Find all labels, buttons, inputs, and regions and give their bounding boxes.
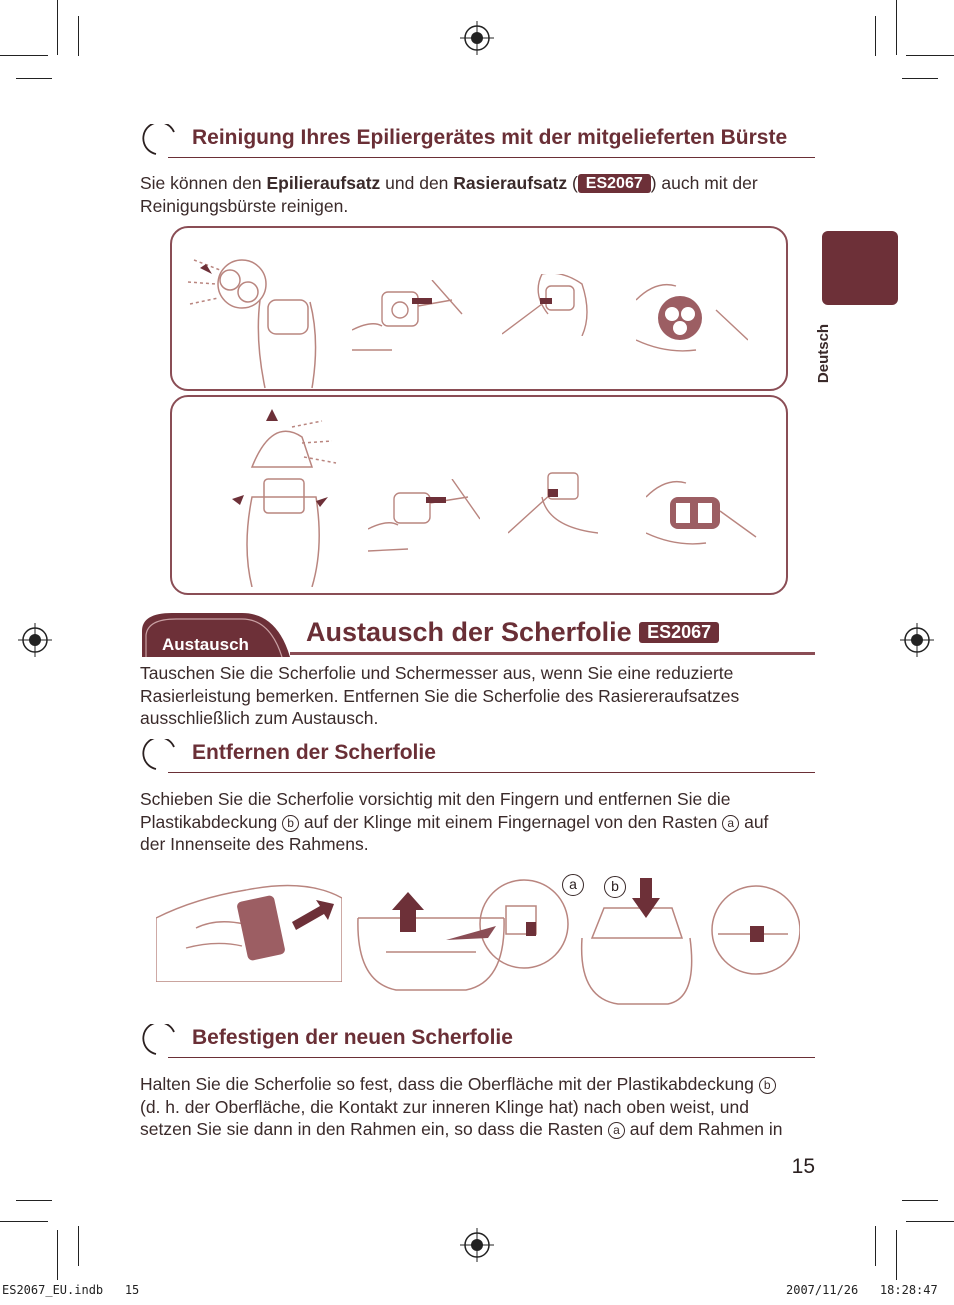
registration-mark-icon [18, 623, 52, 657]
crop-mark [906, 1221, 954, 1222]
illustration-panel-epilator [170, 226, 788, 391]
page-title: Austausch der Scherfolie ES2067 [306, 617, 719, 648]
crop-mark [875, 16, 876, 56]
section-tab-label: Austausch [162, 635, 249, 654]
crop-mark [875, 1226, 876, 1266]
model-badge: ES2067 [639, 622, 719, 643]
brush-cleaning-step-1-illustration [352, 280, 466, 360]
crop-mark [57, 0, 58, 55]
crop-mark [0, 55, 48, 56]
illustration-panel-shaver [170, 395, 788, 595]
callout-label-a: a [562, 874, 584, 896]
crop-mark [78, 1226, 79, 1266]
crop-mark [902, 1200, 938, 1201]
section-rule [168, 1057, 815, 1059]
section-title: Reinigung Ihres Epiliergerätes mit der mitgelieferten Bürste [192, 126, 788, 149]
crop-mark [78, 16, 79, 56]
footer-timestamp: 2007/11/26 18:28:47 [786, 1283, 938, 1297]
shaver-brush-step-1-illustration [368, 479, 480, 559]
section-rule [168, 157, 815, 159]
crop-mark [57, 1230, 58, 1280]
section-title: Entfernen der Scherfolie [192, 741, 436, 764]
section-heading-attach [138, 1018, 815, 1058]
section-hook-icon [140, 124, 178, 156]
crop-mark [906, 55, 954, 56]
section-hook-icon [140, 1024, 178, 1056]
page-number: 15 [791, 1155, 815, 1178]
crop-mark [16, 1200, 52, 1201]
foil-push-illustration [156, 878, 342, 982]
shaver-brush-step-3-illustration [646, 477, 758, 547]
registration-mark-icon [460, 1228, 494, 1262]
callout-label-b: b [604, 876, 626, 898]
crop-mark [16, 78, 52, 79]
label-b-mark: b [282, 815, 299, 832]
section-heading-remove [138, 733, 815, 773]
cleaning-intro: Sie können den Epilieraufsatz und den Rasieraufsatz ( ES2067 ) auch mit der Reinigungsbürste reinigen. [140, 173, 758, 216]
shaver-head-illustration [232, 407, 342, 587]
attach-instructions: Halten Sie die Scherfolie so fest, dass die Oberfläche mit der Plastikabdeckung b (d. h. der Oberfläche, die Kontakt zur inneren Klinge hat) nach oben weist, und setzen Sie sie dann in den Rahmen ein, so dass die Rasten a auf dem Rahmen in [140, 1074, 783, 1139]
registration-mark-icon [460, 21, 494, 55]
section-hook-icon [140, 739, 178, 771]
crop-mark [0, 1221, 48, 1222]
section-title: Befestigen der neuen Scherfolie [192, 1026, 513, 1049]
section-rule [168, 772, 815, 774]
replace-intro: Tauschen Sie die Scherfolie und Schermesser aus, wenn Sie eine reduzierte Rasierleistung bemerken. Entfernen Sie die Scherfolie des Rasiereraufsatzes ausschließlich zum Austausch. [140, 663, 740, 728]
section-heading-cleaning [138, 118, 815, 158]
model-badge: ES2067 [578, 174, 651, 193]
label-a-mark: a [608, 1122, 625, 1139]
crop-mark [902, 78, 938, 79]
brush-cleaning-step-3-illustration [636, 280, 748, 354]
language-tab [822, 231, 898, 305]
remove-instructions: Schieben Sie die Scherfolie vorsichtig mit den Fingern und entfernen Sie die Plastikabdeckung b auf der Klinge mit einem Fingernagel von den Rasten a auf der Innenseite des Rahmens. [140, 789, 769, 854]
crop-mark [896, 1230, 897, 1280]
crop-mark [896, 0, 897, 55]
foil-lift-illustration [356, 872, 576, 996]
registration-mark-icon [900, 623, 934, 657]
shaver-brush-step-2-illustration [508, 467, 598, 537]
language-label: Deutsch [815, 323, 833, 384]
brush-cleaning-step-2-illustration [502, 274, 594, 336]
title-rule [290, 652, 815, 655]
epilator-head-illustration [180, 240, 330, 390]
footer-file: ES2067_EU.indb 15 [2, 1283, 140, 1297]
label-a-mark: a [722, 815, 739, 832]
label-b-mark: b [759, 1077, 776, 1094]
